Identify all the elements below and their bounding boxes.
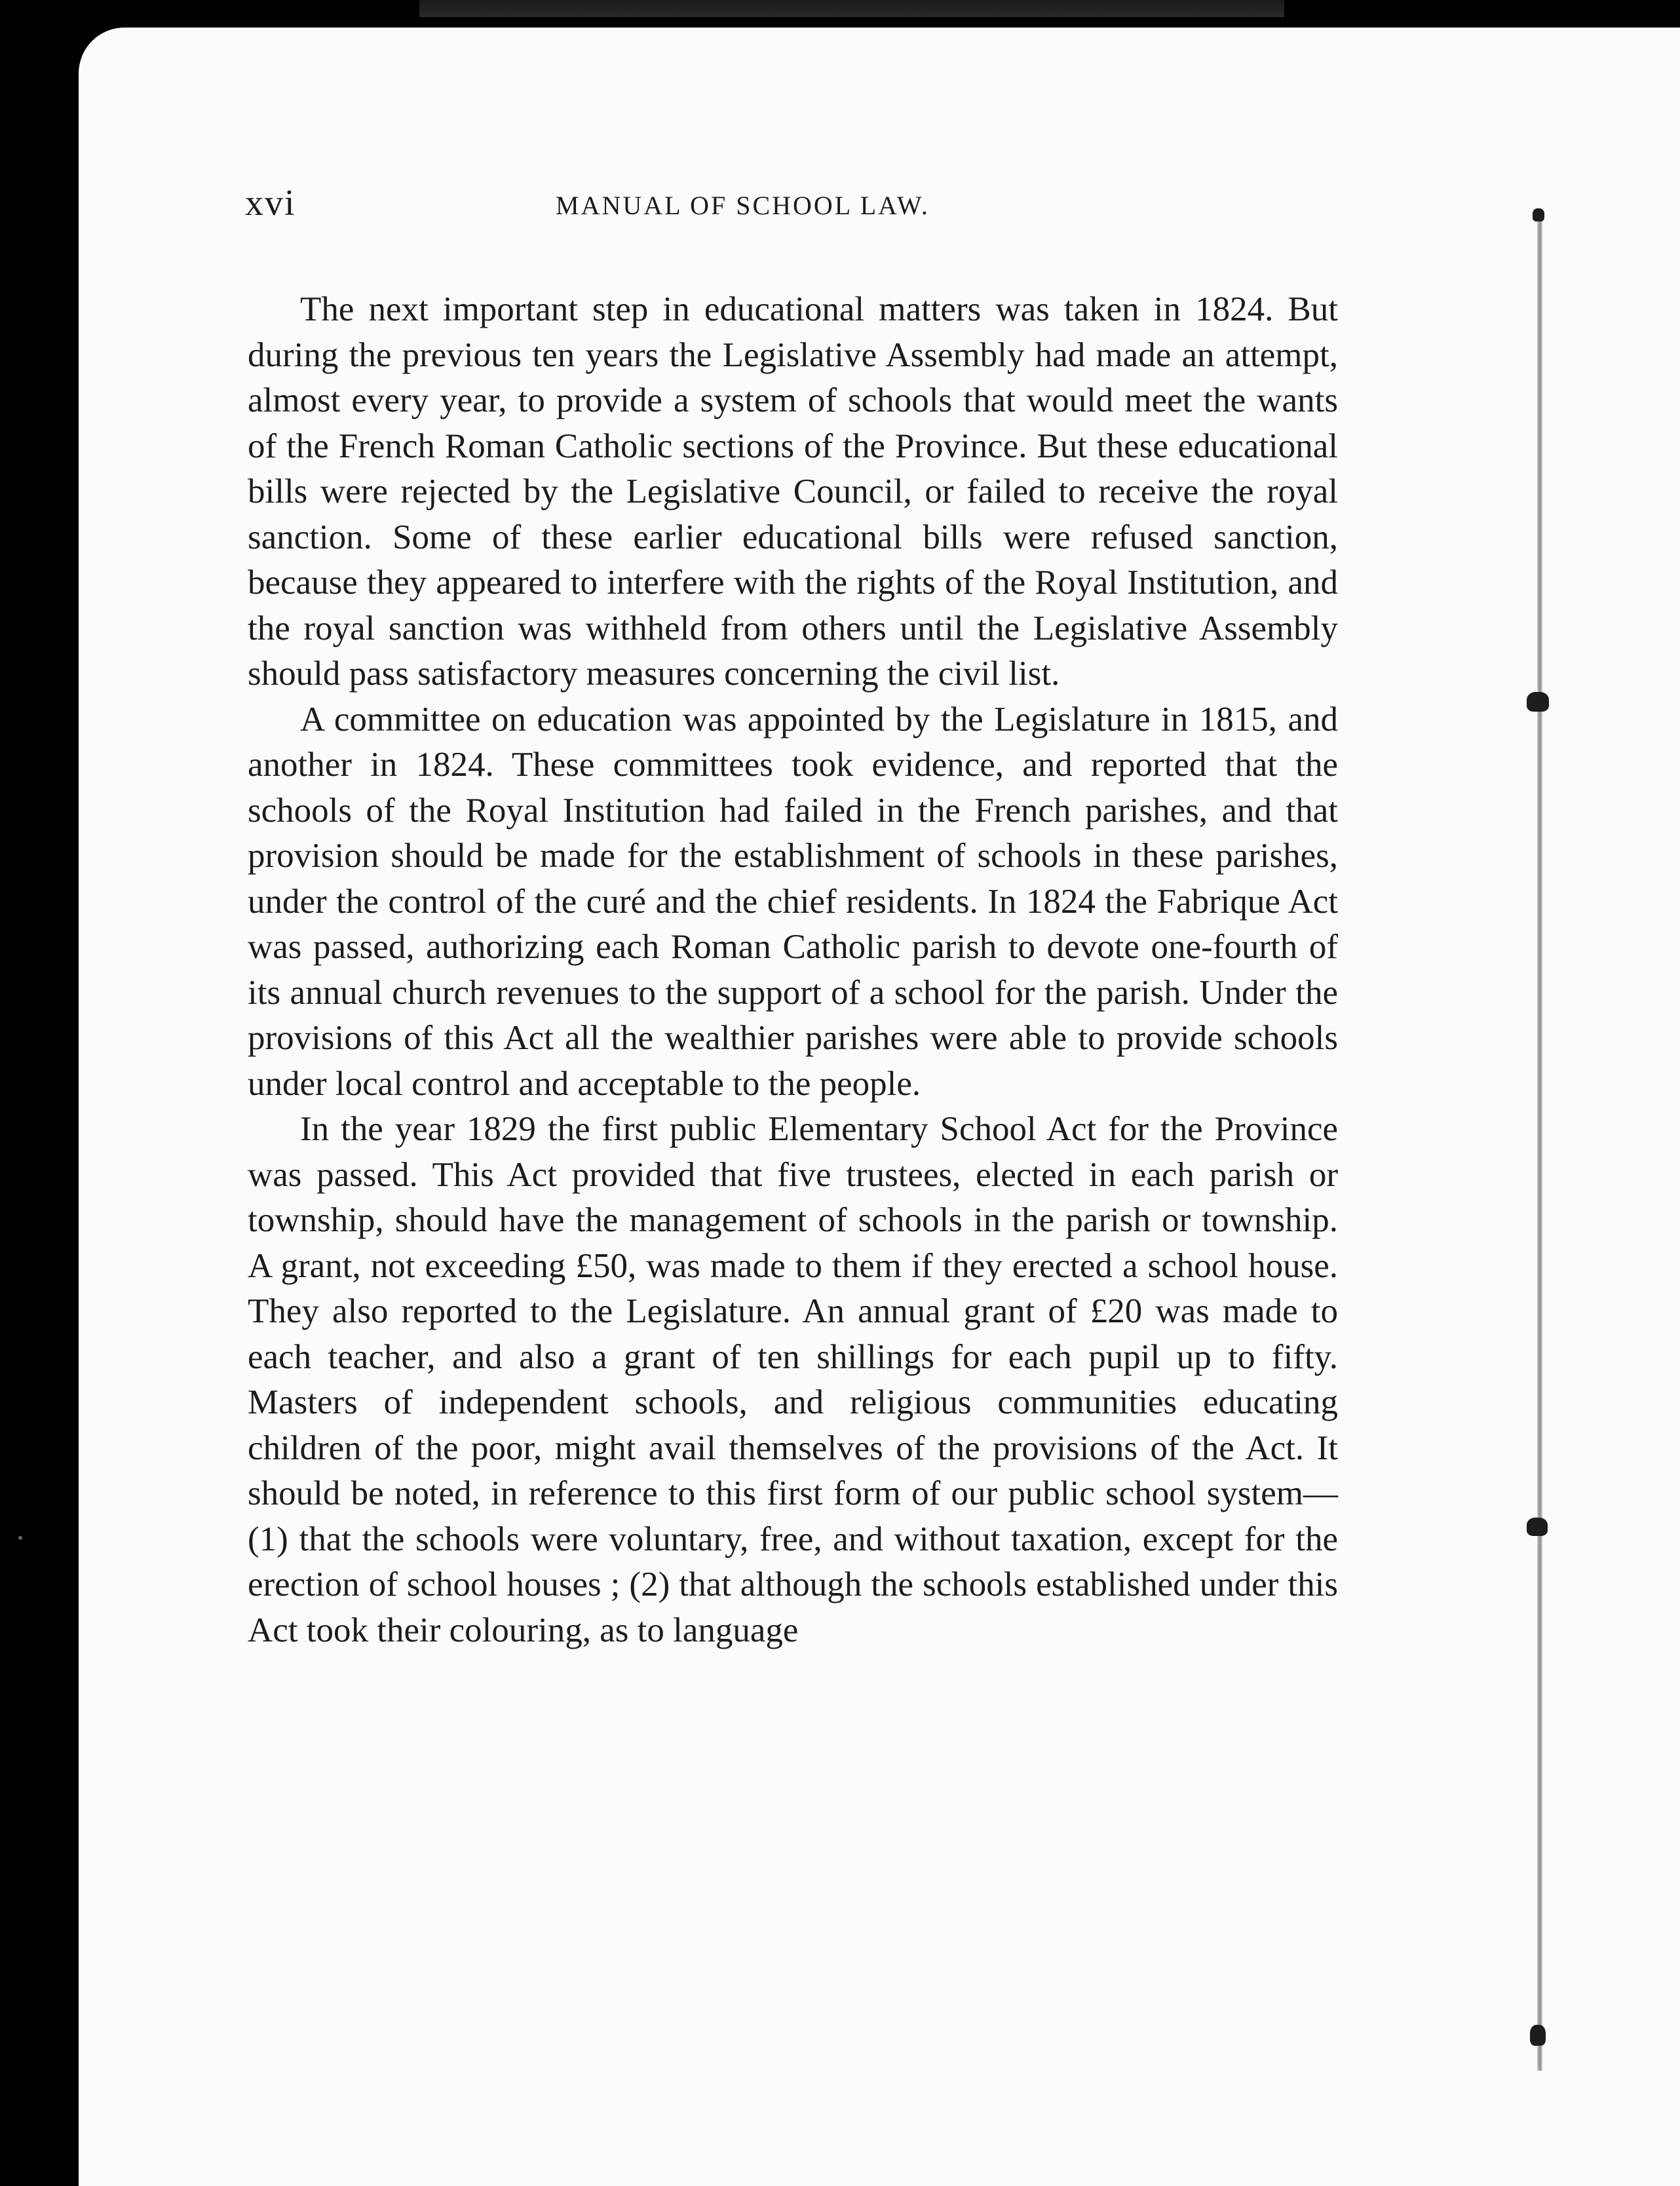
running-title: MANUAL OF SCHOOL LAW.	[556, 191, 930, 220]
binding-stitch-mark	[1533, 208, 1544, 221]
page-number: xvi	[245, 183, 296, 223]
paragraph-3: In the year 1829 the first public Elementary School Act for the Province was passed. This Act provided that five trustees, elected in each parish or township, should have the management of schools in the parish or township. A grant, not exceeding £50, was made to them if they erected a school house. They also reported to the Legislature. An annual grant of £20 was made to each teacher, and also a grant of ten shillings for each pupil up to fifty. Masters of independent schools, and religious communities educating children of the poor, might avail themselves of the provisions of the Act. It should be noted, in reference to this first form of our public school system—(1) that the schools were voluntary, free, and without taxation, except for the erection of school houses ; (2) that although the schools established under this Act took their colouring, as to language	[248, 1110, 1338, 1649]
binding-stitch-mark	[1527, 692, 1549, 712]
body-text	[248, 287, 1338, 2056]
binding-stitch-mark	[1527, 1518, 1548, 1536]
scan-speck	[18, 1536, 22, 1540]
book-top-edge	[419, 0, 1284, 17]
binding-stitch-mark	[1530, 2025, 1546, 2046]
paragraph-1: The next important step in educational matters was taken in 1824. But during the previous ten years the Legislative Assembly had made an attempt, almost every year, to provide a system of schools that would meet the wants of the French Roman Catholic sections of the Province. But these educational bills were rejected by the Legislative Council, or failed to receive the royal sanction. Some of these earlier educational bills were refused sanction, because they appeared to interfere with the rights of the Royal Institution, and the royal sanction was withheld from others until the Legislative Assembly should pass satisfactory measures concerning the civil list.	[248, 290, 1338, 693]
paragraph-2: A committee on education was appointed by the Legislature in 1815, and another in 1824. These committees took evidence, and reported that the schools of the Royal Institution had failed in the French parishes, and that provision should be made for the establishment of schools in these parishes, under the control of the curé and the chief residents. In 1824 the Fabrique Act was passed, authorizing each Roman Catholic parish to devote one-fourth of its annual church revenues to the support of a school for the parish. Under the provisions of this Act all the wealthier parishes were able to provide schools under local control and acceptable to the people.	[248, 700, 1338, 1103]
binding-thread	[1537, 216, 1542, 2071]
page-header	[162, 182, 1250, 248]
